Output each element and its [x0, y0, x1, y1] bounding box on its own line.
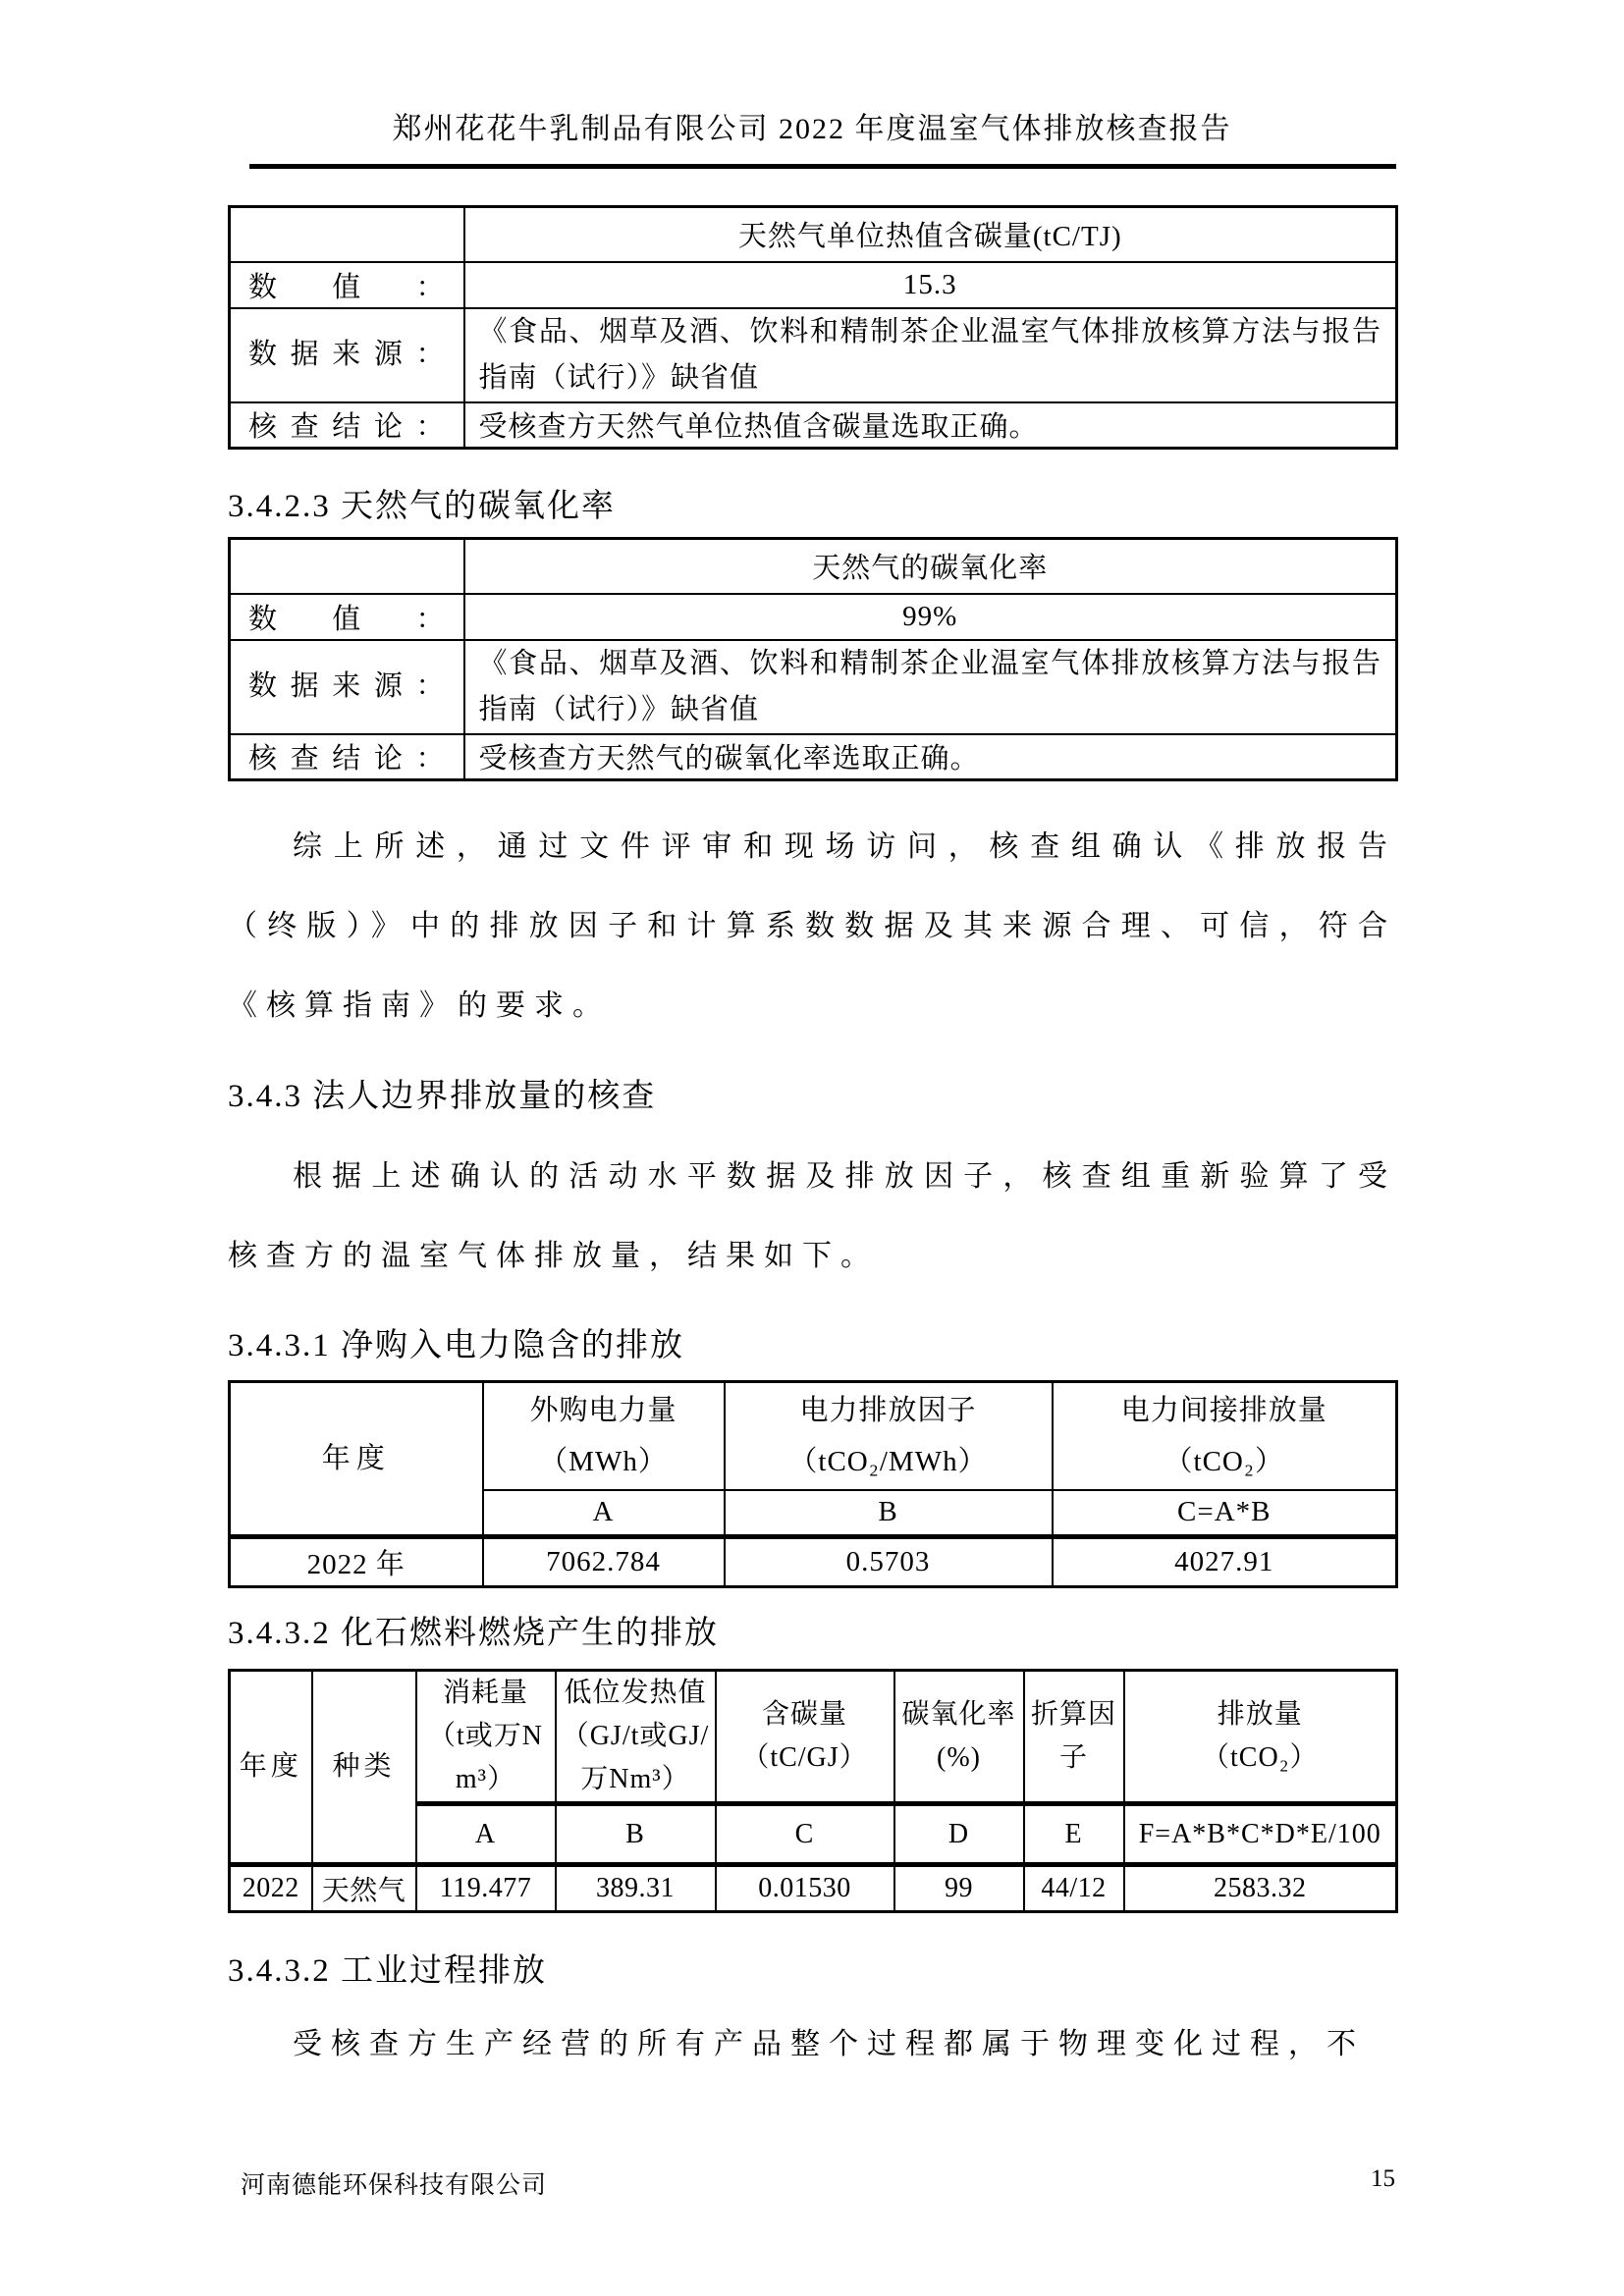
column-header	[894, 1671, 1024, 1804]
column-header	[483, 1382, 725, 1490]
column-header-unit: （tCO₂）	[1202, 1742, 1319, 1773]
row-value: 《食品、烟草及酒、饮料和精制茶企业温室气体排放核算方法与报告指南（试行）》缺省值	[464, 308, 1397, 402]
page-number: 15	[1371, 2165, 1395, 2192]
column-header-name: 外购电力量	[529, 1394, 677, 1426]
data-cell: 119.477	[416, 1865, 556, 1912]
table-row	[230, 640, 1397, 734]
column-header-name: 消耗量	[442, 1678, 528, 1708]
column-header	[1024, 1671, 1124, 1804]
column-header	[725, 1382, 1053, 1490]
row-value: 受核查方天然气单位热值含碳量选取正确。	[464, 402, 1397, 449]
electricity-emission-table	[228, 1380, 1398, 1588]
symbol-cell: A	[416, 1804, 556, 1865]
column-header	[416, 1671, 556, 1804]
symbol-cell: A	[483, 1490, 725, 1537]
table-title: 天然气的碳氧化率	[464, 539, 1397, 594]
section-heading-3432-process: 3.4.3.2 工业过程排放	[228, 1953, 547, 1989]
symbol-cell: C=A*B	[1053, 1490, 1397, 1537]
symbol-cell: B	[556, 1804, 716, 1865]
table-header-row	[230, 1382, 1397, 1490]
row-label: 核查结论：	[230, 734, 464, 780]
row-label: 数据来源：	[230, 308, 464, 402]
page-header-title: 郑州花花牛乳制品有限公司 2022 年度温室气体排放核查报告	[392, 113, 1232, 145]
table-row	[230, 308, 1397, 402]
row-value: 受核查方天然气的碳氧化率选取正确。	[464, 734, 1397, 780]
column-header-year: 年度	[230, 1382, 483, 1537]
data-cell-year: 2022 年	[230, 1537, 483, 1587]
column-header-name: 电力排放因子	[799, 1394, 977, 1426]
header-rule	[249, 164, 1396, 169]
column-header-unit: （tCO₂）	[1164, 1445, 1284, 1477]
data-cell-year: 2022	[230, 1865, 312, 1912]
symbol-cell: D	[894, 1804, 1024, 1865]
row-value: 《食品、烟草及酒、饮料和精制茶企业温室气体排放核算方法与报告指南（试行）》缺省值	[464, 640, 1397, 734]
column-header-name: 碳氧化率	[901, 1699, 1016, 1730]
data-cell: 0.5703	[725, 1537, 1053, 1587]
column-header	[556, 1671, 716, 1804]
column-header	[1053, 1382, 1397, 1490]
column-header-unit: （tC/GJ）	[741, 1742, 868, 1773]
column-header	[1124, 1671, 1397, 1804]
symbol-cell: C	[716, 1804, 894, 1865]
column-header-name: 低位发热值	[564, 1678, 707, 1708]
table-row	[230, 262, 1397, 308]
column-header-unit: （tCO₂/MWh）	[788, 1445, 988, 1477]
row-label: 数值：	[230, 262, 464, 308]
symbol-cell: F=A*B*C*D*E/100	[1124, 1804, 1397, 1865]
table-row	[230, 734, 1397, 780]
footer-company: 河南德能环保科技有限公司	[241, 2172, 548, 2199]
symbol-cell: E	[1024, 1804, 1124, 1865]
row-label: 数据来源：	[230, 640, 464, 734]
column-header-name: 含碳量	[761, 1699, 847, 1730]
table-header-row	[230, 1671, 1397, 1804]
section-heading-3431: 3.4.3.1 净购入电力隐含的排放	[228, 1328, 684, 1363]
data-cell: 4027.91	[1053, 1537, 1397, 1587]
table-row	[230, 207, 1397, 262]
column-header	[716, 1671, 894, 1804]
ncv-carbon-content-table	[228, 205, 1398, 450]
column-header-unit: （GJ/t或GJ/万Nm³）	[561, 1721, 710, 1794]
section-heading-3423: 3.4.2.3 天然气的碳氧化率	[228, 489, 616, 524]
data-cell: 7062.784	[483, 1537, 725, 1587]
data-cell-fuel-type: 天然气	[312, 1865, 416, 1912]
symbol-cell: B	[725, 1490, 1053, 1537]
column-header-unit: （t或万Nm³）	[427, 1721, 543, 1794]
column-header-name: 排放量	[1217, 1699, 1303, 1730]
data-cell: 44/12	[1024, 1865, 1124, 1912]
paragraph-process: 受核查方生产经营的所有产品整个过程都属于物理变化过程，不	[293, 2028, 1365, 2060]
empty-cell	[230, 207, 464, 262]
fuel-combustion-table	[228, 1669, 1398, 1913]
row-label: 数值：	[230, 594, 464, 640]
column-header-year: 年度	[230, 1671, 312, 1865]
column-header-unit: (%)	[937, 1742, 981, 1773]
column-header-unit: （MWh）	[539, 1445, 668, 1477]
table-data-row	[230, 1537, 1397, 1587]
paragraph-recalc: 根据上述确认的活动水平数据及排放因子，核查组重新验算了受核查方的温室气体排放量，结果如下。	[228, 1160, 1396, 1272]
data-cell: 389.31	[556, 1865, 716, 1912]
column-header-name: 电力间接排放量	[1120, 1394, 1327, 1426]
row-label: 核查结论：	[230, 402, 464, 449]
section-heading-3432-fuel: 3.4.3.2 化石燃料燃烧产生的排放	[228, 1616, 719, 1651]
data-cell: 2583.32	[1124, 1865, 1397, 1912]
table-data-row	[230, 1865, 1397, 1912]
table-row	[230, 402, 1397, 449]
section-heading-343: 3.4.3 法人边界排放量的核查	[228, 1079, 657, 1114]
table-title: 天然气单位热值含碳量(tC/TJ)	[464, 207, 1397, 262]
oxidation-rate-table	[228, 537, 1398, 781]
data-cell: 99	[894, 1865, 1024, 1912]
table-row	[230, 594, 1397, 640]
column-header-type: 种类	[312, 1671, 416, 1865]
empty-cell	[230, 539, 464, 594]
paragraph-summary: 综上所述，通过文件评审和现场访问，核查组确认《排放报告（终版）》中的排放因子和计算系数数据及其来源合理、可信，符合《核算指南》的要求。	[228, 830, 1396, 1022]
row-value: 99%	[464, 594, 1397, 640]
column-header-name: 折算因子	[1030, 1699, 1116, 1773]
data-cell: 0.01530	[716, 1865, 894, 1912]
row-value: 15.3	[464, 262, 1397, 308]
table-row	[230, 539, 1397, 594]
